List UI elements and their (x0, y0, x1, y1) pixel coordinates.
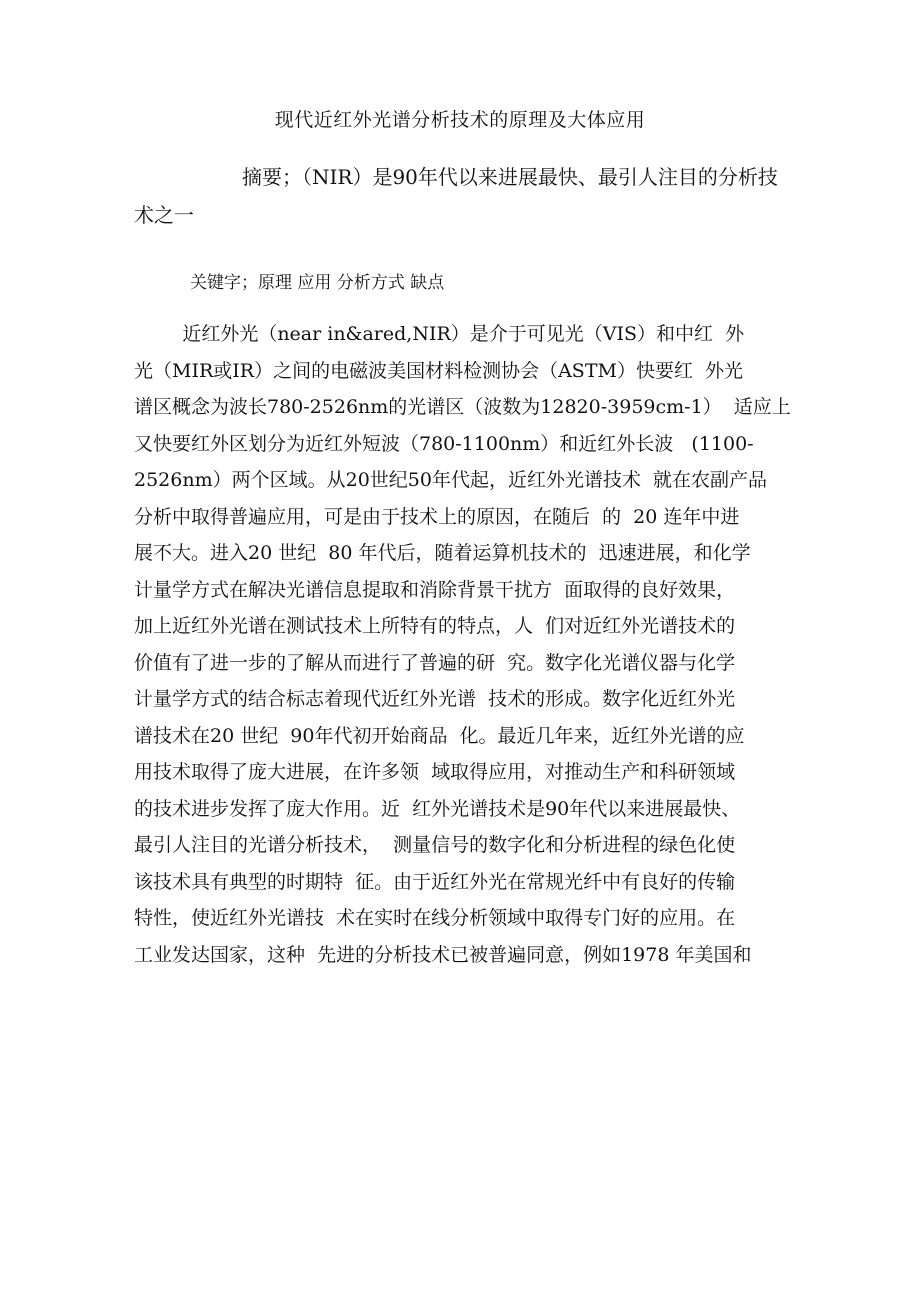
body-line: 工业发达国家，这种 先进的分析技术已被普遍同意，例如1978 年美国和 (134, 943, 752, 966)
body-paragraph (134, 316, 791, 973)
body-line: 光（MIR或IR）之间的电磁波美国材料检测协会（ASTM）快要红 外光 (134, 359, 744, 382)
body-line: 近红外光（near in&ared,NIR）是介于可见光（VIS）和中红 外 (134, 323, 745, 345)
body-line: 谱区概念为波长780-2526nm的光谱区（波数为12820-3959cm-1） 适应上 (134, 396, 791, 418)
body-line: 又快要红外区划分为近红外短波（780-1100nm）和近红外长波 (1100- (134, 432, 754, 455)
body-line: 的技术进步发挥了庞大作用。近 红外光谱技术是90年代以来进展最快、 (134, 797, 741, 820)
body-line: 特性，使近红外光谱技 术在实时在线分析领域中取得专门好的应用。在 (134, 907, 736, 929)
body-line: 展不大。进入20 世纪 80 年代后，随着运算机技术的 迅速进展，和化学 (134, 542, 751, 564)
abstract-paragraph (134, 158, 796, 234)
body-line: 计量学方式在解决光谱信息提取和消除背景干扰方 面取得的良好效果， (134, 578, 736, 601)
abstract-line-1: 摘要；（NIR）是90年代以来进展最快、最引人注目的分析技 (242, 165, 778, 189)
document-title: 现代近红外光谱分析技术的原理及大体应用 (274, 109, 646, 131)
body-line: 加上近红外光谱在测试技术上所特有的特点，人 们对近红外光谱技术的 (134, 615, 736, 637)
body-line: 最引人注目的光谱分析技术， 测量信号的数字化和分析进程的绿色化使 (134, 834, 736, 856)
keywords-line: 关键字；原理 应用 分析方式 缺点 (190, 273, 445, 293)
body-line: 谱技术在20 世纪 90年代初开始商品 化。最近几年来，近红外光谱的应 (134, 724, 745, 747)
body-line: 价值有了进一步的了解从而进行了普遍的研 究。数字化光谱仪器与化学 (134, 651, 736, 674)
body-line: 该技术具有典型的时期特 征。由于近红外光在常规光纤中有良好的传输 (134, 870, 736, 893)
body-line: 分析中取得普遍应用，可是由于技术上的原因，在随后 的 20 连年中进 (134, 505, 740, 528)
body-line: 计量学方式的结合标志着现代近红外光谱 技术的形成。数字化近红外光 (134, 688, 736, 710)
abstract-line-2: 术之一 (134, 203, 194, 227)
body-line: 2526nm）两个区域。从20世纪50年代起，近红外光谱技术 就在农副产品 (134, 469, 768, 491)
body-line: 用技术取得了庞大进展，在许多领 域取得应用，对推动生产和科研领域 (134, 761, 736, 783)
